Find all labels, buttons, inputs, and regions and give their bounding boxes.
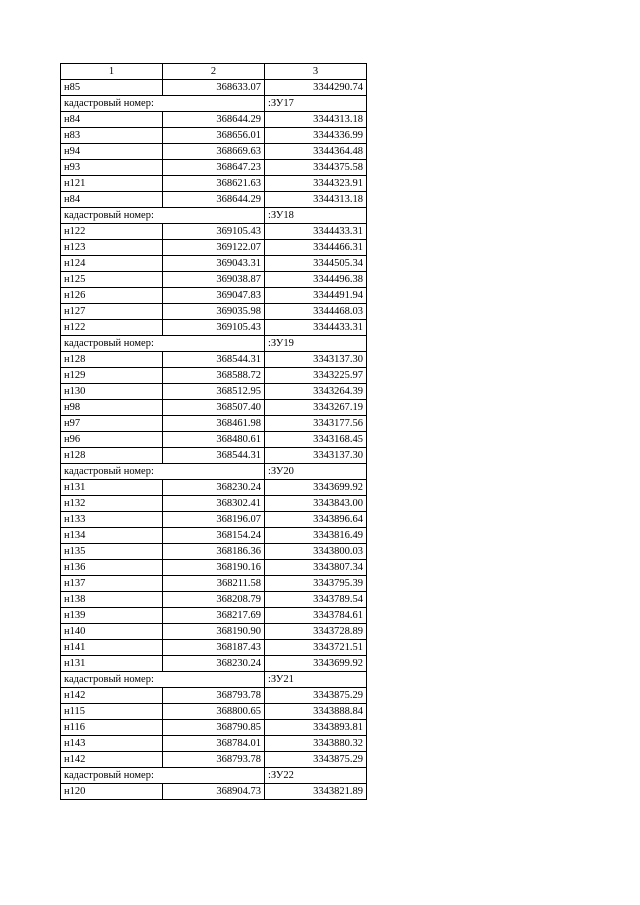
coord-x: 368512.95 bbox=[163, 384, 265, 400]
coord-y: 3343177.56 bbox=[265, 416, 367, 432]
coord-y: 3344491.94 bbox=[265, 288, 367, 304]
coord-y: 3344364.48 bbox=[265, 144, 367, 160]
table-row bbox=[61, 112, 367, 128]
point-name: н84 bbox=[61, 112, 163, 128]
table-row bbox=[61, 528, 367, 544]
coordinates-table bbox=[60, 63, 367, 800]
cadastral-code: :ЗУ18 bbox=[265, 208, 367, 224]
coord-y: 3343807.34 bbox=[265, 560, 367, 576]
coord-x: 369035.98 bbox=[163, 304, 265, 320]
coord-y: 3343880.32 bbox=[265, 736, 367, 752]
table-row bbox=[61, 288, 367, 304]
point-name: н142 bbox=[61, 688, 163, 704]
coord-x: 369038.87 bbox=[163, 272, 265, 288]
coord-x: 368154.24 bbox=[163, 528, 265, 544]
coord-y: 3343137.30 bbox=[265, 448, 367, 464]
coord-x: 368190.16 bbox=[163, 560, 265, 576]
coord-x: 368904.73 bbox=[163, 784, 265, 800]
coord-y: 3343137.30 bbox=[265, 352, 367, 368]
cadastral-label: кадастровый номер: bbox=[61, 208, 265, 224]
coord-x: 368217.69 bbox=[163, 608, 265, 624]
coord-y: 3344336.99 bbox=[265, 128, 367, 144]
point-name: н127 bbox=[61, 304, 163, 320]
coord-x: 368644.29 bbox=[163, 192, 265, 208]
table-row bbox=[61, 240, 367, 256]
coord-y: 3343784.61 bbox=[265, 608, 367, 624]
cadastral-label: кадастровый номер: bbox=[61, 672, 265, 688]
coord-y: 3343875.29 bbox=[265, 752, 367, 768]
point-name: н131 bbox=[61, 480, 163, 496]
table-row bbox=[61, 192, 367, 208]
cadastral-label: кадастровый номер: bbox=[61, 96, 265, 112]
point-name: н84 bbox=[61, 192, 163, 208]
table-row bbox=[61, 352, 367, 368]
table-row bbox=[61, 304, 367, 320]
coord-x: 368190.90 bbox=[163, 624, 265, 640]
point-name: н130 bbox=[61, 384, 163, 400]
table-row bbox=[61, 688, 367, 704]
coord-y: 3344505.34 bbox=[265, 256, 367, 272]
coord-x: 369047.83 bbox=[163, 288, 265, 304]
point-name: н125 bbox=[61, 272, 163, 288]
table-row bbox=[61, 80, 367, 96]
coord-x: 368196.07 bbox=[163, 512, 265, 528]
coord-x: 369043.31 bbox=[163, 256, 265, 272]
point-name: н134 bbox=[61, 528, 163, 544]
coord-x: 368230.24 bbox=[163, 656, 265, 672]
coord-x: 368669.63 bbox=[163, 144, 265, 160]
cadastral-row bbox=[61, 208, 367, 224]
coord-x: 368588.72 bbox=[163, 368, 265, 384]
coord-x: 368656.01 bbox=[163, 128, 265, 144]
coord-y: 3343699.92 bbox=[265, 656, 367, 672]
coord-x: 368211.58 bbox=[163, 576, 265, 592]
table-row bbox=[61, 384, 367, 400]
coord-x: 368784.01 bbox=[163, 736, 265, 752]
coord-y: 3343728.89 bbox=[265, 624, 367, 640]
table-row bbox=[61, 368, 367, 384]
coord-x: 368480.61 bbox=[163, 432, 265, 448]
coord-x: 368633.07 bbox=[163, 80, 265, 96]
header-row bbox=[61, 64, 367, 80]
point-name: н132 bbox=[61, 496, 163, 512]
point-name: н128 bbox=[61, 352, 163, 368]
coord-x: 368644.29 bbox=[163, 112, 265, 128]
coord-y: 3343816.49 bbox=[265, 528, 367, 544]
point-name: н85 bbox=[61, 80, 163, 96]
coord-y: 3343721.51 bbox=[265, 640, 367, 656]
table-row bbox=[61, 432, 367, 448]
table-row bbox=[61, 608, 367, 624]
header-cell-1: 1 bbox=[61, 64, 163, 80]
coord-x: 368461.98 bbox=[163, 416, 265, 432]
coord-y: 3343800.03 bbox=[265, 544, 367, 560]
point-name: н143 bbox=[61, 736, 163, 752]
cadastral-code: :ЗУ19 bbox=[265, 336, 367, 352]
point-name: н122 bbox=[61, 224, 163, 240]
coord-y: 3344323.91 bbox=[265, 176, 367, 192]
table-row bbox=[61, 128, 367, 144]
table-row bbox=[61, 544, 367, 560]
point-name: н97 bbox=[61, 416, 163, 432]
point-name: н121 bbox=[61, 176, 163, 192]
cadastral-label: кадастровый номер: bbox=[61, 336, 265, 352]
coord-x: 368790.85 bbox=[163, 720, 265, 736]
coord-y: 3343893.81 bbox=[265, 720, 367, 736]
coord-x: 368302.41 bbox=[163, 496, 265, 512]
table-row bbox=[61, 704, 367, 720]
coord-y: 3343843.00 bbox=[265, 496, 367, 512]
coord-y: 3343789.54 bbox=[265, 592, 367, 608]
table-row bbox=[61, 320, 367, 336]
cadastral-row bbox=[61, 336, 367, 352]
coord-x: 368544.31 bbox=[163, 448, 265, 464]
coord-x: 368208.79 bbox=[163, 592, 265, 608]
table-row bbox=[61, 448, 367, 464]
point-name: н135 bbox=[61, 544, 163, 560]
table-row bbox=[61, 480, 367, 496]
coord-x: 369105.43 bbox=[163, 224, 265, 240]
table-row bbox=[61, 272, 367, 288]
coord-x: 369122.07 bbox=[163, 240, 265, 256]
table-row bbox=[61, 624, 367, 640]
table-row bbox=[61, 592, 367, 608]
point-name: н137 bbox=[61, 576, 163, 592]
coord-y: 3343888.84 bbox=[265, 704, 367, 720]
table-row bbox=[61, 736, 367, 752]
coord-y: 3343896.64 bbox=[265, 512, 367, 528]
point-name: н142 bbox=[61, 752, 163, 768]
point-name: н94 bbox=[61, 144, 163, 160]
point-name: н136 bbox=[61, 560, 163, 576]
coordinates-table-body bbox=[61, 64, 367, 800]
table-row bbox=[61, 640, 367, 656]
point-name: н128 bbox=[61, 448, 163, 464]
point-name: н141 bbox=[61, 640, 163, 656]
cadastral-code: :ЗУ22 bbox=[265, 768, 367, 784]
point-name: н120 bbox=[61, 784, 163, 800]
point-name: н122 bbox=[61, 320, 163, 336]
cadastral-code: :ЗУ21 bbox=[265, 672, 367, 688]
coord-x: 368793.78 bbox=[163, 752, 265, 768]
point-name: н98 bbox=[61, 400, 163, 416]
cadastral-row bbox=[61, 768, 367, 784]
table-row bbox=[61, 720, 367, 736]
point-name: н131 bbox=[61, 656, 163, 672]
coord-y: 3343225.97 bbox=[265, 368, 367, 384]
coord-y: 3344375.58 bbox=[265, 160, 367, 176]
coord-y: 3344496.38 bbox=[265, 272, 367, 288]
table-row bbox=[61, 400, 367, 416]
point-name: н138 bbox=[61, 592, 163, 608]
coord-y: 3343875.29 bbox=[265, 688, 367, 704]
coord-y: 3344313.18 bbox=[265, 112, 367, 128]
coord-y: 3343267.19 bbox=[265, 400, 367, 416]
header-cell-2: 2 bbox=[163, 64, 265, 80]
coord-y: 3344468.03 bbox=[265, 304, 367, 320]
cadastral-code: :ЗУ20 bbox=[265, 464, 367, 480]
coord-x: 368507.40 bbox=[163, 400, 265, 416]
point-name: н116 bbox=[61, 720, 163, 736]
coord-x: 368800.65 bbox=[163, 704, 265, 720]
coord-y: 3343795.39 bbox=[265, 576, 367, 592]
point-name: н96 bbox=[61, 432, 163, 448]
point-name: н140 bbox=[61, 624, 163, 640]
point-name: н83 bbox=[61, 128, 163, 144]
table-row bbox=[61, 656, 367, 672]
table-row bbox=[61, 784, 367, 800]
point-name: н126 bbox=[61, 288, 163, 304]
coord-y: 3344466.31 bbox=[265, 240, 367, 256]
table-row bbox=[61, 576, 367, 592]
coord-y: 3343821.89 bbox=[265, 784, 367, 800]
point-name: н115 bbox=[61, 704, 163, 720]
coord-x: 368544.31 bbox=[163, 352, 265, 368]
coord-y: 3343168.45 bbox=[265, 432, 367, 448]
coord-y: 3344433.31 bbox=[265, 320, 367, 336]
table-row bbox=[61, 752, 367, 768]
table-row bbox=[61, 496, 367, 512]
table-row bbox=[61, 224, 367, 240]
table-row bbox=[61, 256, 367, 272]
coord-y: 3344290.74 bbox=[265, 80, 367, 96]
point-name: н124 bbox=[61, 256, 163, 272]
coord-y: 3344433.31 bbox=[265, 224, 367, 240]
header-cell-3: 3 bbox=[265, 64, 367, 80]
coord-y: 3343264.39 bbox=[265, 384, 367, 400]
coord-x: 368186.36 bbox=[163, 544, 265, 560]
table-row bbox=[61, 176, 367, 192]
table-row bbox=[61, 144, 367, 160]
coord-x: 369105.43 bbox=[163, 320, 265, 336]
coord-x: 368647.23 bbox=[163, 160, 265, 176]
point-name: н129 bbox=[61, 368, 163, 384]
coord-y: 3343699.92 bbox=[265, 480, 367, 496]
cadastral-row bbox=[61, 672, 367, 688]
point-name: н123 bbox=[61, 240, 163, 256]
table-row bbox=[61, 160, 367, 176]
coord-x: 368621.63 bbox=[163, 176, 265, 192]
cadastral-label: кадастровый номер: bbox=[61, 768, 265, 784]
table-row bbox=[61, 512, 367, 528]
coord-x: 368187.43 bbox=[163, 640, 265, 656]
point-name: н133 bbox=[61, 512, 163, 528]
point-name: н139 bbox=[61, 608, 163, 624]
cadastral-row bbox=[61, 96, 367, 112]
coord-x: 368793.78 bbox=[163, 688, 265, 704]
coord-x: 368230.24 bbox=[163, 480, 265, 496]
point-name: н93 bbox=[61, 160, 163, 176]
cadastral-code: :ЗУ17 bbox=[265, 96, 367, 112]
table-row bbox=[61, 560, 367, 576]
table-row bbox=[61, 416, 367, 432]
coord-y: 3344313.18 bbox=[265, 192, 367, 208]
cadastral-label: кадастровый номер: bbox=[61, 464, 265, 480]
cadastral-row bbox=[61, 464, 367, 480]
